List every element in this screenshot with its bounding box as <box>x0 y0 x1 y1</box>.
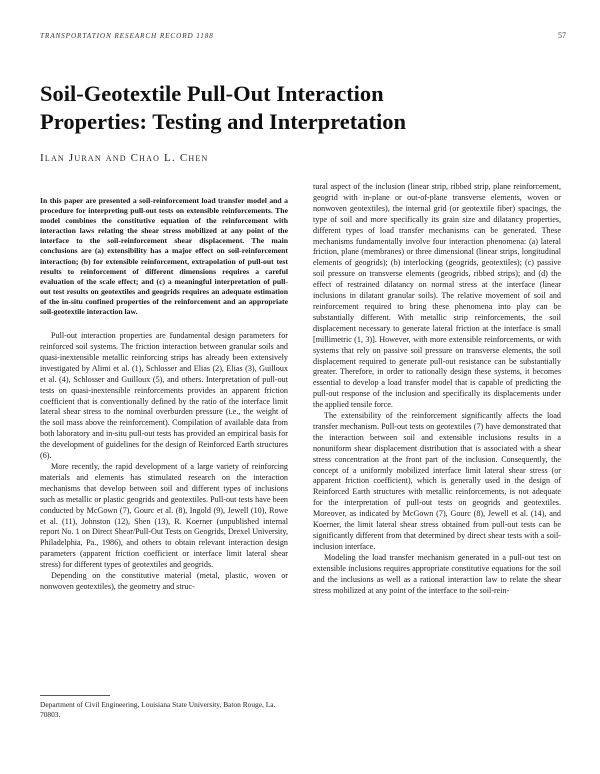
paper-title <box>40 80 560 136</box>
body-paragraph: The extensibility of the reinforcement significantly affects the load transfer mechanism. Pull-out tests on geotextiles (7) have demonstrated that the interaction between soil and extensible inclusions results in a nonuniform shear displacement distribution that is associated with a shear stress concentration at the front part of the inclusion. Consequently, the concept of a uniformly mobilized interface limit lateral shear stress (or apparent friction coefficient), which is generally used in the design of Reinforced Earth structures with metallic reinforcements, is not adequate for the interpretation of pull-out tests on geogrids and geotextiles. Moreover, as indicated by McGown (7), Gourc (8), Jewell et al. (14), and Koerner, the limit lateral shear stress obtained from pull-out tests can be significantly different from that determined by direct shear tests with a soil-inclusion interface. <box>313 411 561 551</box>
body-paragraph: Pull-out interaction properties are fundamental design parameters for reinforced soil systems. The friction interaction between granular soils and quasi-inextensible metallic reinforcing strips has already been extensively investigated by Alimi et al. (1), Schlosser and Elias (2), Elias (3), Guilloux et al. (4), Schlosser and Guilloux (5), and others. Interpretation of pull-out tests on quasi-inextensible reinforcements provides an apparent friction coefficient that is conventionally defined by the ratio of the interface limit lateral shear stress to the nominal overburden pressure (i.e., the weight of the soil mass above the reinforcement). Compilation of available data from both laboratory and in-situ pull-out tests has provided an empirical basis for the development of guidelines for the design of Reinforced Earth structures (6). <box>40 331 288 461</box>
body-paragraph: Depending on the constitutive material (metal, plastic, woven or nonwoven geotextiles), the geometry and struc- <box>40 571 288 591</box>
body-paragraph: More recently, the rapid development of a large variety of reinforcing materials and elements has stimulated research on the interaction mechanisms that develop between soil and different types of inclusions such as metallic or plastic geogrids and geotextiles. Pull-out tests have been conducted by McGown (7), Gourc et al. (8), Ingold (9), Jewell (10), Rowe et al. (11), Johnston (12), Shen (13), R. Koerner (unpublished internal report No. 1 on Direct Shear/Pull-Out Tests on Geogrids, Drexel University, Philadelphia, Pa., 1986), and others to obtain relevant interaction design parameters (apparent friction coefficient or interface limit lateral shear stress) for different types of geotextiles and geogrids. <box>40 462 288 570</box>
author-affiliation: Department of Civil Engineering, Louisiana State University, Baton Rouge, La. 70803. <box>40 700 276 719</box>
body-paragraph: tural aspect of the inclusion (linear strip, ribbed strip, plane reinforcement, geogrid with in-plane or out-of-plane transverse elements, woven or nonwoven geotextiles), the internal grid (or geotextile fiber) spacings, the type of soil and more specifically its grain size and dilatancy properties, different types of load transfer mechanisms can be generated. These mechanisms fundamentally involve four interaction phenomena: (a) lateral friction, plane (membranes) or three dimensional (linear strips, longitudinal elements of geogrids); (b) interlocking (geogrids, geotextiles); (c) passive soil pressure on transverse elements (geogrids, ribbed strips); and (d) the effect of restrained dilatancy on normal stress at the interface (linear inclusions in dilatant granular soils). The relative movement of soil and reinforcement required to bring these phenomena into play can be substantially different. With metallic strip reinforcements, the soil displacement necessary to generate lateral friction at the interface is small [millimetric (1, 3)]. However, with more extensible reinforcements, or with systems that rely on passive soil pressure on transverse elements, the soil displacement required to generate pull-out resistance can be substantially greater. Therefore, in order to rationally design these systems, it becomes essential to develop a load transfer model that is capable of predicting the pull-out response of the inclusion and specifically its displacements under the applied tensile force. <box>313 182 561 410</box>
right-column <box>313 182 561 596</box>
running-head: TRANSPORTATION RESEARCH RECORD 1188 <box>40 32 214 40</box>
page-number: 57 <box>558 31 566 40</box>
title-line-1: Soil-Geotextile Pull-Out Interaction <box>40 81 384 106</box>
left-column <box>40 196 288 593</box>
body-paragraph: Modeling the load transfer mechanism generated in a pull-out test on extensible inclusions requires appropriate constitutive equations for the soil and the inclusions as well as a rational interaction law to relate the shear stress mobilized at any point of the interface to the soil-rein- <box>313 552 561 595</box>
title-line-2: Properties: Testing and Interpretation <box>40 109 407 134</box>
authors: Ilan Juran and Chao L. Chen <box>40 152 209 164</box>
footnote-rule <box>40 695 110 696</box>
abstract: In this paper are presented a soil-reinforcement load transfer model and a procedure for interpreting pull-out tests on extensible reinforcements. The model combines the constitutive equation of the reinforcement with interaction laws relating the shear stress mobilized at any point of the interface to the soil-reinforcement shear displacement. The main conclusions are (a) extensibility has a major effect on soil-reinforcement interaction; (b) for extensible reinforcement, extrapolation of pull-out test results to reinforcement of different dimensions requires a careful evaluation of the scale effect; and (c) a meaningful interpretation of pull-out test results on geotextiles and geogrids requires an adequate estimation of the in-situ confined properties of the reinforcement and an appropriate soil-geotextile interaction law. <box>40 196 288 317</box>
